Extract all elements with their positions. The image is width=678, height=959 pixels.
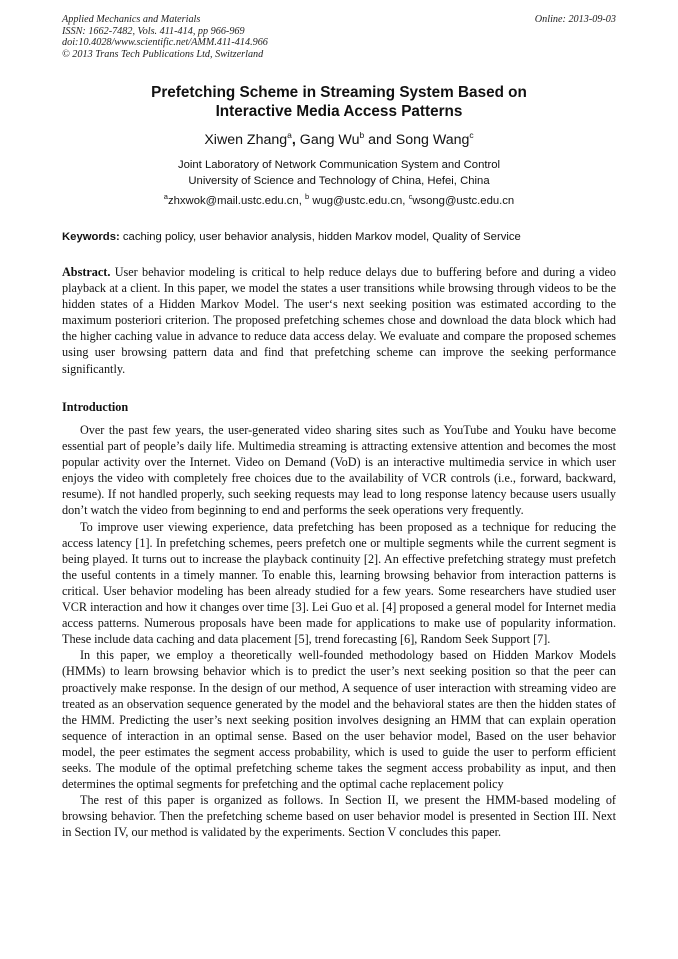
section-heading-introduction: Introduction bbox=[62, 400, 129, 414]
intro-paragraph-2: To improve user viewing experience, data prefetching has been proposed as a technique for reducing the access latency [1]. In prefetching schemes, peers prefetch one or multiple segments while the current segment is being played. It turns out to increase the playback continuity [2]. An effective prefetching strategy must prefetch the useful contents in a timely manner. To enable this, learning browsing behavior from interaction patterns is critical. User behavior modeling has been already studied for a few years. Some researchers have studied user VCR interaction and how it changes over time [3]. Lei Guo et al. [4] proposed a general model for Internet media access patterns. Numerous proposals have been made for applications to make use of popularity information. These include data caching and data placement [5], trend forecasting [6], Random Seek Support [7]. bbox=[62, 519, 616, 647]
journal-doi: doi:10.4028/www.scientific.net/AMM.411-414.966 bbox=[62, 37, 268, 49]
author-3: Song Wang bbox=[395, 132, 470, 148]
author-3-mark: c bbox=[469, 130, 474, 140]
author-2-mark: b bbox=[359, 130, 365, 140]
email-3[interactable]: wsong@ustc.edu.cn bbox=[412, 195, 515, 207]
abstract-label: Abstract. bbox=[62, 265, 111, 279]
journal-issn: ISSN: 1662-7482, Vols. 411-414, pp 966-969 bbox=[62, 25, 245, 37]
title-line-2: Interactive Media Access Patterns bbox=[215, 103, 463, 120]
keywords-text: caching policy, user behavior analysis, hidden Markov model, Quality of Service bbox=[122, 231, 521, 243]
affiliation bbox=[62, 157, 616, 189]
keywords bbox=[62, 230, 616, 244]
title-line-1: Prefetching Scheme in Streaming System Based on bbox=[151, 84, 527, 101]
introduction-body bbox=[62, 422, 616, 840]
journal-header bbox=[62, 14, 616, 64]
intro-paragraph-4: The rest of this paper is organized as follows. In Section II, we present the HMM-based modeling of browsing behavior. Then the prefetching scheme based on user behavior model is presented in Section III. Next in Section IV, our method is validated by the experiments. Section V concludes this paper. bbox=[62, 793, 616, 840]
journal-copyright: © 2013 Trans Tech Publications Ltd, Switzerland bbox=[62, 48, 264, 60]
author-2: Gang Wu bbox=[299, 132, 360, 148]
email-2[interactable]: wug@ustc.edu.cn, bbox=[312, 195, 406, 207]
abstract bbox=[62, 264, 616, 377]
paper-title bbox=[62, 83, 616, 121]
email-1[interactable]: zhxwok@mail.ustc.edu.cn, bbox=[167, 195, 302, 207]
affiliation-line-1: Joint Laboratory of Network Communication System and Control bbox=[177, 159, 501, 171]
author-1: Xiwen Zhang bbox=[204, 132, 288, 148]
author-list bbox=[62, 131, 616, 149]
email-3-mark: c bbox=[408, 192, 413, 201]
author-separator: , bbox=[291, 132, 296, 148]
intro-paragraph-3: In this paper, we employ a theoretically well-founded methodology based on Hidden Markov Models (HMMs) to learn browsing behavior which is to predict the user’s next seeking position so that the peer can proactively make response. In the design of our method, A sequence of user interaction with streaming video are treated as an observation sequence generated by the model and the behavioral states are then the hidden states of the HMM. Predicting the user’s next seeking position involves designing an HMM that can explain operation sequence of interaction in an optimal sense. Based on the user behavior model, Based on the user behavior model, the peer estimates the segment access probability, which is used to guide the user to perform efficient seeks. The module of the optimal prefetching scheme takes the segment access probability as input, and then determines the optimal segments for prefetching and the optimal cache replacement policy bbox=[62, 648, 616, 792]
journal-name: Applied Mechanics and Materials bbox=[62, 14, 201, 25]
online-date: Online: 2013-09-03 bbox=[534, 14, 616, 25]
intro-paragraph-1: Over the past few years, the user-generated video sharing sites such as YouTube and Youku have become essential part of people’s daily life. Multimedia streaming is attracting extensive attention and becomes the most popular activity over the Internet. Video on Demand (VoD) is an interactive multimedia service in which user enjoys the video with completely free choices due to the availability of VCR controls (i.e., forward, backward, resume). If not handled properly, such seeking requests may lead to long response latency because users usually don’t watch the video from beginning to end and performs the seek operations very frequently. bbox=[62, 423, 616, 518]
abstract-text: User behavior modeling is critical to help reduce delays due to buffering before and during a video playback at a client. In this paper, we model the states a user transitions while browsing through videos to be the hidden states of a Hidden Markov Model. The user‘s next seeking position was estimated according to the maximum posteriori criterion. The proposed prefetching schemes chose and download the data block which had the higher caching value in advance to reduce data access delay. We evaluate and compare the proposed schemes using user browsing pattern data and find that prefetching scheme can improve the seeking performance significantly. bbox=[62, 265, 617, 376]
email-1-mark: a bbox=[163, 192, 168, 201]
email-2-mark: b bbox=[305, 192, 310, 201]
author-1-mark: a bbox=[287, 130, 292, 140]
keywords-label: Keywords: bbox=[62, 231, 120, 243]
affiliation-line-2: University of Science and Technology of China, Hefei, China bbox=[188, 175, 490, 187]
author-conjunction: and bbox=[368, 132, 392, 148]
author-emails bbox=[62, 194, 616, 208]
